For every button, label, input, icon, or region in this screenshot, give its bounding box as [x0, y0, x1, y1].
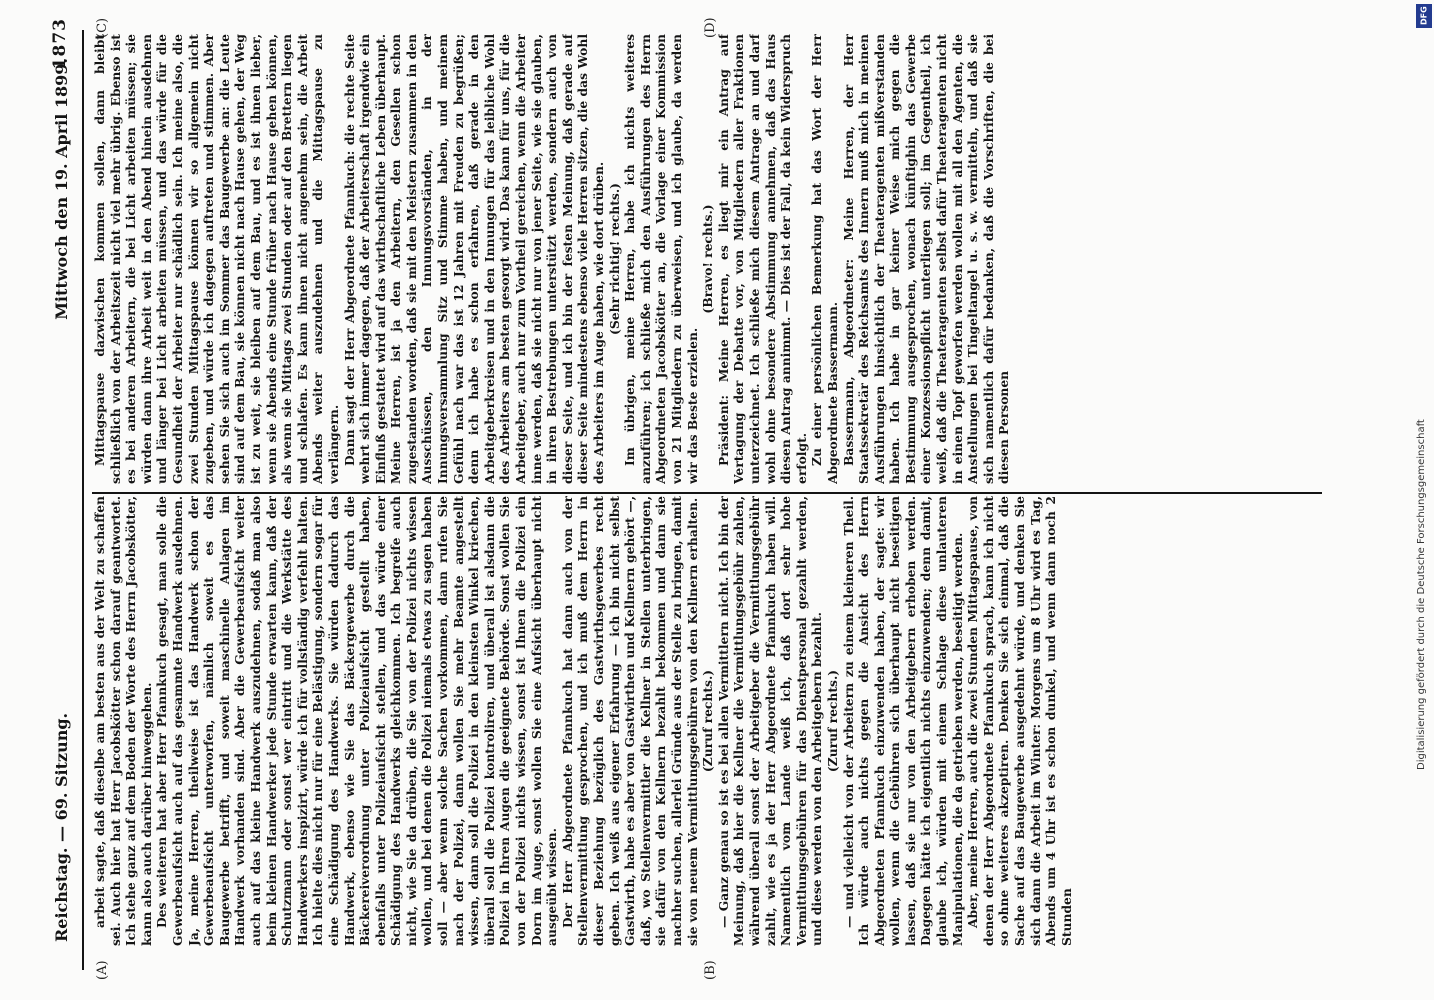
paragraph: — und vielleicht von der Arbeitern zu einem kleineren Theil. Ich würde auch nichts gegen die Ansicht des Herrn Abgeordneten Pfannkuch einzuwenden haben, der sagte: wir wollen, wenn die Gebühren sich überhaupt nicht beseitigen lassen, daß sie nur von den Arbeitgebern erhoben werden. Dagegen hätte ich eigentlich nichts einzuwenden; denn damit, glaube ich, würden mit einem Schlage diese unlauteren Manipulationen, die da getrieben werden, beseitigt werden. [840, 496, 965, 946]
digitization-credit: Digitalisierung gefördert durch die Deutsche Forschungsgemeinschaft [1416, 419, 1427, 770]
interjection: (Bravo! rechts.) [700, 204, 716, 314]
interjection: (Zuruf rechts.) [700, 669, 716, 773]
left-column [92, 496, 1322, 946]
paragraph: Im übrigen, meine Herren, habe ich nichts weiteres anzuführen; ich schließe mich den Ausführungen des Herrn Abgeordneten Jacobskötter an, die Vorlage einer Kommission von 21 Mitgliedern zu überweisen, und ich glaube, da werden wir das Beste erzielen. [622, 34, 700, 484]
paragraph: arbeit sagte, daß dieselbe am besten aus der Welt zu schaffen sei. Auch hier hat Herr Jacobskötter schon darauf geantwortet. Ich stehe ganz auf dem Boden der Worte des Herrn Jacobskötter, kann also auch darüber hinweggehen. [92, 496, 154, 946]
paragraph: Zu einer persönlichen Bemerkung hat das Wort der Herr Abgeordnete Bassermann. [809, 34, 840, 484]
paragraph: Mittagspause dazwischen kommen sollen, dann bleibt schließlich von der Arbeitszeit nicht viel mehr übrig. Ebenso ist es bei anderen Arbeitern, die bei Licht arbeiten müssen; sie würden dann ihre Arbeit weit in den Abend hinein ausdehnen und länger bei Licht arbeiten müssen, und das würde für die Gesundheit der Arbeiter nur schädlich sein. Ich meine also, die zwei Stunden Mittagspause können wir so allgemein nicht zugeben, und würde ich dagegen auftreten und stimmen. Aber sehen Sie sich auch im Sommer das Baugewerbe an: die Leute sind auf dem Bau, sie können nicht nach Hause gehen, der Weg ist zu weit, sie bleiben auf dem Bau, und es ist ihnen lieber, wenn sie Abends eine Stunde früher nach Hause gehen können, als wenn sie Mittags zwei Stunden oder auf den Brettern liegen und schlafen. Es kann ihnen nicht angenehm sein, die Arbeit Abends weiter auszudehnen und die Mittagspause zu verlängern. [92, 34, 341, 484]
paragraph: — Ganz genau so ist es bei allen Vermittlern nicht. Ich bin der Meinung, daß hier die Kellner die Vermittlungsgebühr zahlen, während überall sonst der Arbeitgeber die Vermittlungsgebühr zahlt, wie es ja der Herr Abgeordnete Pfannkuch haben will. Namentlich vom Lande weiß ich, daß dort sehr hohe Vermittlungsgebühren für das Dienstpersonal gezahlt werden, und diese werden von den Arbeitgebern bezahlt. [715, 496, 825, 946]
paragraph: Aber, meine Herren, auch die zwei Stunden Mittagspause, von denen der Herr Abgeordnete Pfannkuch sprach, kann ich nicht so ohne weiteres akzeptiren. Denken Sie sich einmal, daß die Sache auf das Baugewerbe ausgedehnt würde, und denken Sie sich dann die Arbeit im Winter: Morgens um 8 Uhr wird es Tag, Abends um 4 Uhr ist es schon dunkel, und wenn dann noch 2 Stunden [965, 496, 1074, 946]
margin-marker-c: (C) [95, 17, 110, 38]
paragraph: Bassermann, Abgeordneter: Meine Herren, der Herr Staatssekretär des Reichsamts des Innern muß mich in meinen Ausführungen hinsichtlich der Theateragenten mißverstanden haben. Ich habe in gar keiner Weise mich gegen die Bestimmung ausgesprochen, wonach künftighin das Gewerbe einer Konzessionspflicht unterliegen soll; im Gegentheil, ich weiß, daß die Theateragenten selbst dafür Theateragenten nicht in einen Topf geworfen werden wollen mit all den Agenten, die Anstellungen bei Tingeltangel u. s. w. vermitteln, und daß sie sich namentlich dafür bedanken, daß die Vorschriften, die bei diesen Personen [840, 34, 1012, 484]
paragraph: Dann sagt der Herr Abgeordnete Pfannkuch: die rechte Seite wehrt sich immer dagegen, daß der Arbeiterschaft irgendwie ein Einfluß gestattet wird auf das wirthschaftliche Leben überhaupt. Meine Herren, ist ja den Arbeitern, den Gesellen schon zugestanden worden, daß sie mit den Meistern zusammen in den Ausschüssen, den Innungsvorständen, in der Innungsversammlung Sitz und Stimme haben, und meinem Gefühl nach war das ist 12 Jahren mit Freuden zu begrüßen; denn ich habe es schon erfahren, daß gerade in den Arbeitgeberkreisen und in den Innungen für das leibliche Wohl des Arbeiters am besten gesorgt wird. Das kann für uns, für die Arbeitgeber, auch nur zum Vortheil gereichen, wenn die Arbeiter inne werden, daß sie nicht nur von jener Seite, wie sie glauben, in ihren Bestrebungen unterstützt werden, sondern auch von dieser Seite, und ich bin der festen Meinung, daß gerade auf dieser Seite mindestens ebenso viele Herren sitzen, die das Wohl des Arbeiters im Auge haben, wie dort drüben. [341, 34, 606, 484]
interjection: (Sehr richtig! rechts.) [606, 183, 622, 335]
right-column [92, 34, 1322, 484]
page-number: 1873 [50, 18, 70, 70]
paragraph: Des weiteren hat aber Herr Pfannkuch gesagt, man solle die Gewerbeaufsicht auch auf das gesammte Handwerk ausdehnen. Ja, meine Herren, theilweise ist das Handwerk schon der Gewerbeaufsicht unterworfen, nämlich soweit es das Baugewerbe betrifft, und soweit maschinelle Anlagen im Handwerk vorhanden sind. Aber die Gewerbeaufsicht weiter auch auf das kleine Handwerk auszudehnen, sodaß man also beim kleinen Handwerker jede Stunde erwarten kann, daß der Schutzmann oder sonst wer eintritt und die Werkstätte des Handwerkers inspizirt, würde ich für vollständig verfehlt halten. Ich hielte dies nicht nur für eine Belästigung, sondern sogar für eine Schädigung des Handwerks. Sie würden dadurch das Handwerk, ebenso wie Sie das Bäckergewerbe durch die Bäckereiverordnung unter Polizeiaufsicht gestellt haben, ebenfalls unter Polizeiaufsicht stellen, und das würde einer Schädigung des Handwerks gleichkommen. Ich begreife auch nicht, wie Sie da drüben, die Sie von der Polizei nichts wissen wollen, und bei denen die Polizei niemals etwas zu sagen haben soll — aber wenn solche Sachen vorkommen, dann rufen Sie nach der Polizei, dann wollen Sie mehr Beamte angestellt wissen, dann soll die Polizei in den kleinsten Winkel kriechen, überall soll die Polizei kontroliren, und überall ist alsdann die Polizei in Ihren Augen die geeignete Behörde. Sonst wollen Sie von der Polizei nichts wissen, sonst ist Ihnen die Polizei ein Dorn im Auge, sonst wollen Sie eine Aufsicht überhaupt nicht ausgeübt wissen. [154, 496, 560, 946]
margin-marker-b: (B) [703, 960, 718, 980]
paragraph: Präsident: Meine Herren, es liegt mir ein Antrag auf Vertagung der Debatte vor, von Mitgliedern aller Fraktionen unterzeichnet. Ich schließe mich diesem Antrage an und darf wohl ohne besondere Abstimmung annehmen, daß das Haus diesen Antrag annimmt. — Dies ist der Fall, da kein Widerspruch erfolgt. [715, 34, 809, 484]
margin-marker-d: (D) [703, 17, 718, 38]
page-header [44, 18, 76, 982]
margin-marker-a: (A) [95, 960, 110, 980]
interjection: (Zuruf rechts.) [824, 669, 840, 773]
header-date: Mittwoch den 19. April 1899. [52, 58, 71, 320]
dfg-logo: DFG [1416, 4, 1432, 28]
header-session: Reichstag. — 69. Sitzung. [52, 712, 71, 942]
column-divider [92, 492, 1322, 494]
header-rule [82, 30, 84, 970]
paragraph: Der Herr Abgeordnete Pfannkuch hat dann auch von der Stellenvermittlung gesprochen, und ich muß dem Herrn in dieser Beziehung bezüglich des Gastwirthsgewerbes recht geben. Ich weiß aus eigener Erfahrung — ich bin nicht selbst Gastwirth, habe es aber von Gastwirthen und Kellnern gehört —, daß, wo Stellenvermittler die Kellner in Stellen unterbringen, sie dafür von den Kellnern bezahlt bekommen und dann sie nachher suchen, allerlei Gründe aus der Stelle zu bringen, damit sie von neuem Vermittlungsgebühren von den Kellnern erhalten. [559, 496, 700, 946]
